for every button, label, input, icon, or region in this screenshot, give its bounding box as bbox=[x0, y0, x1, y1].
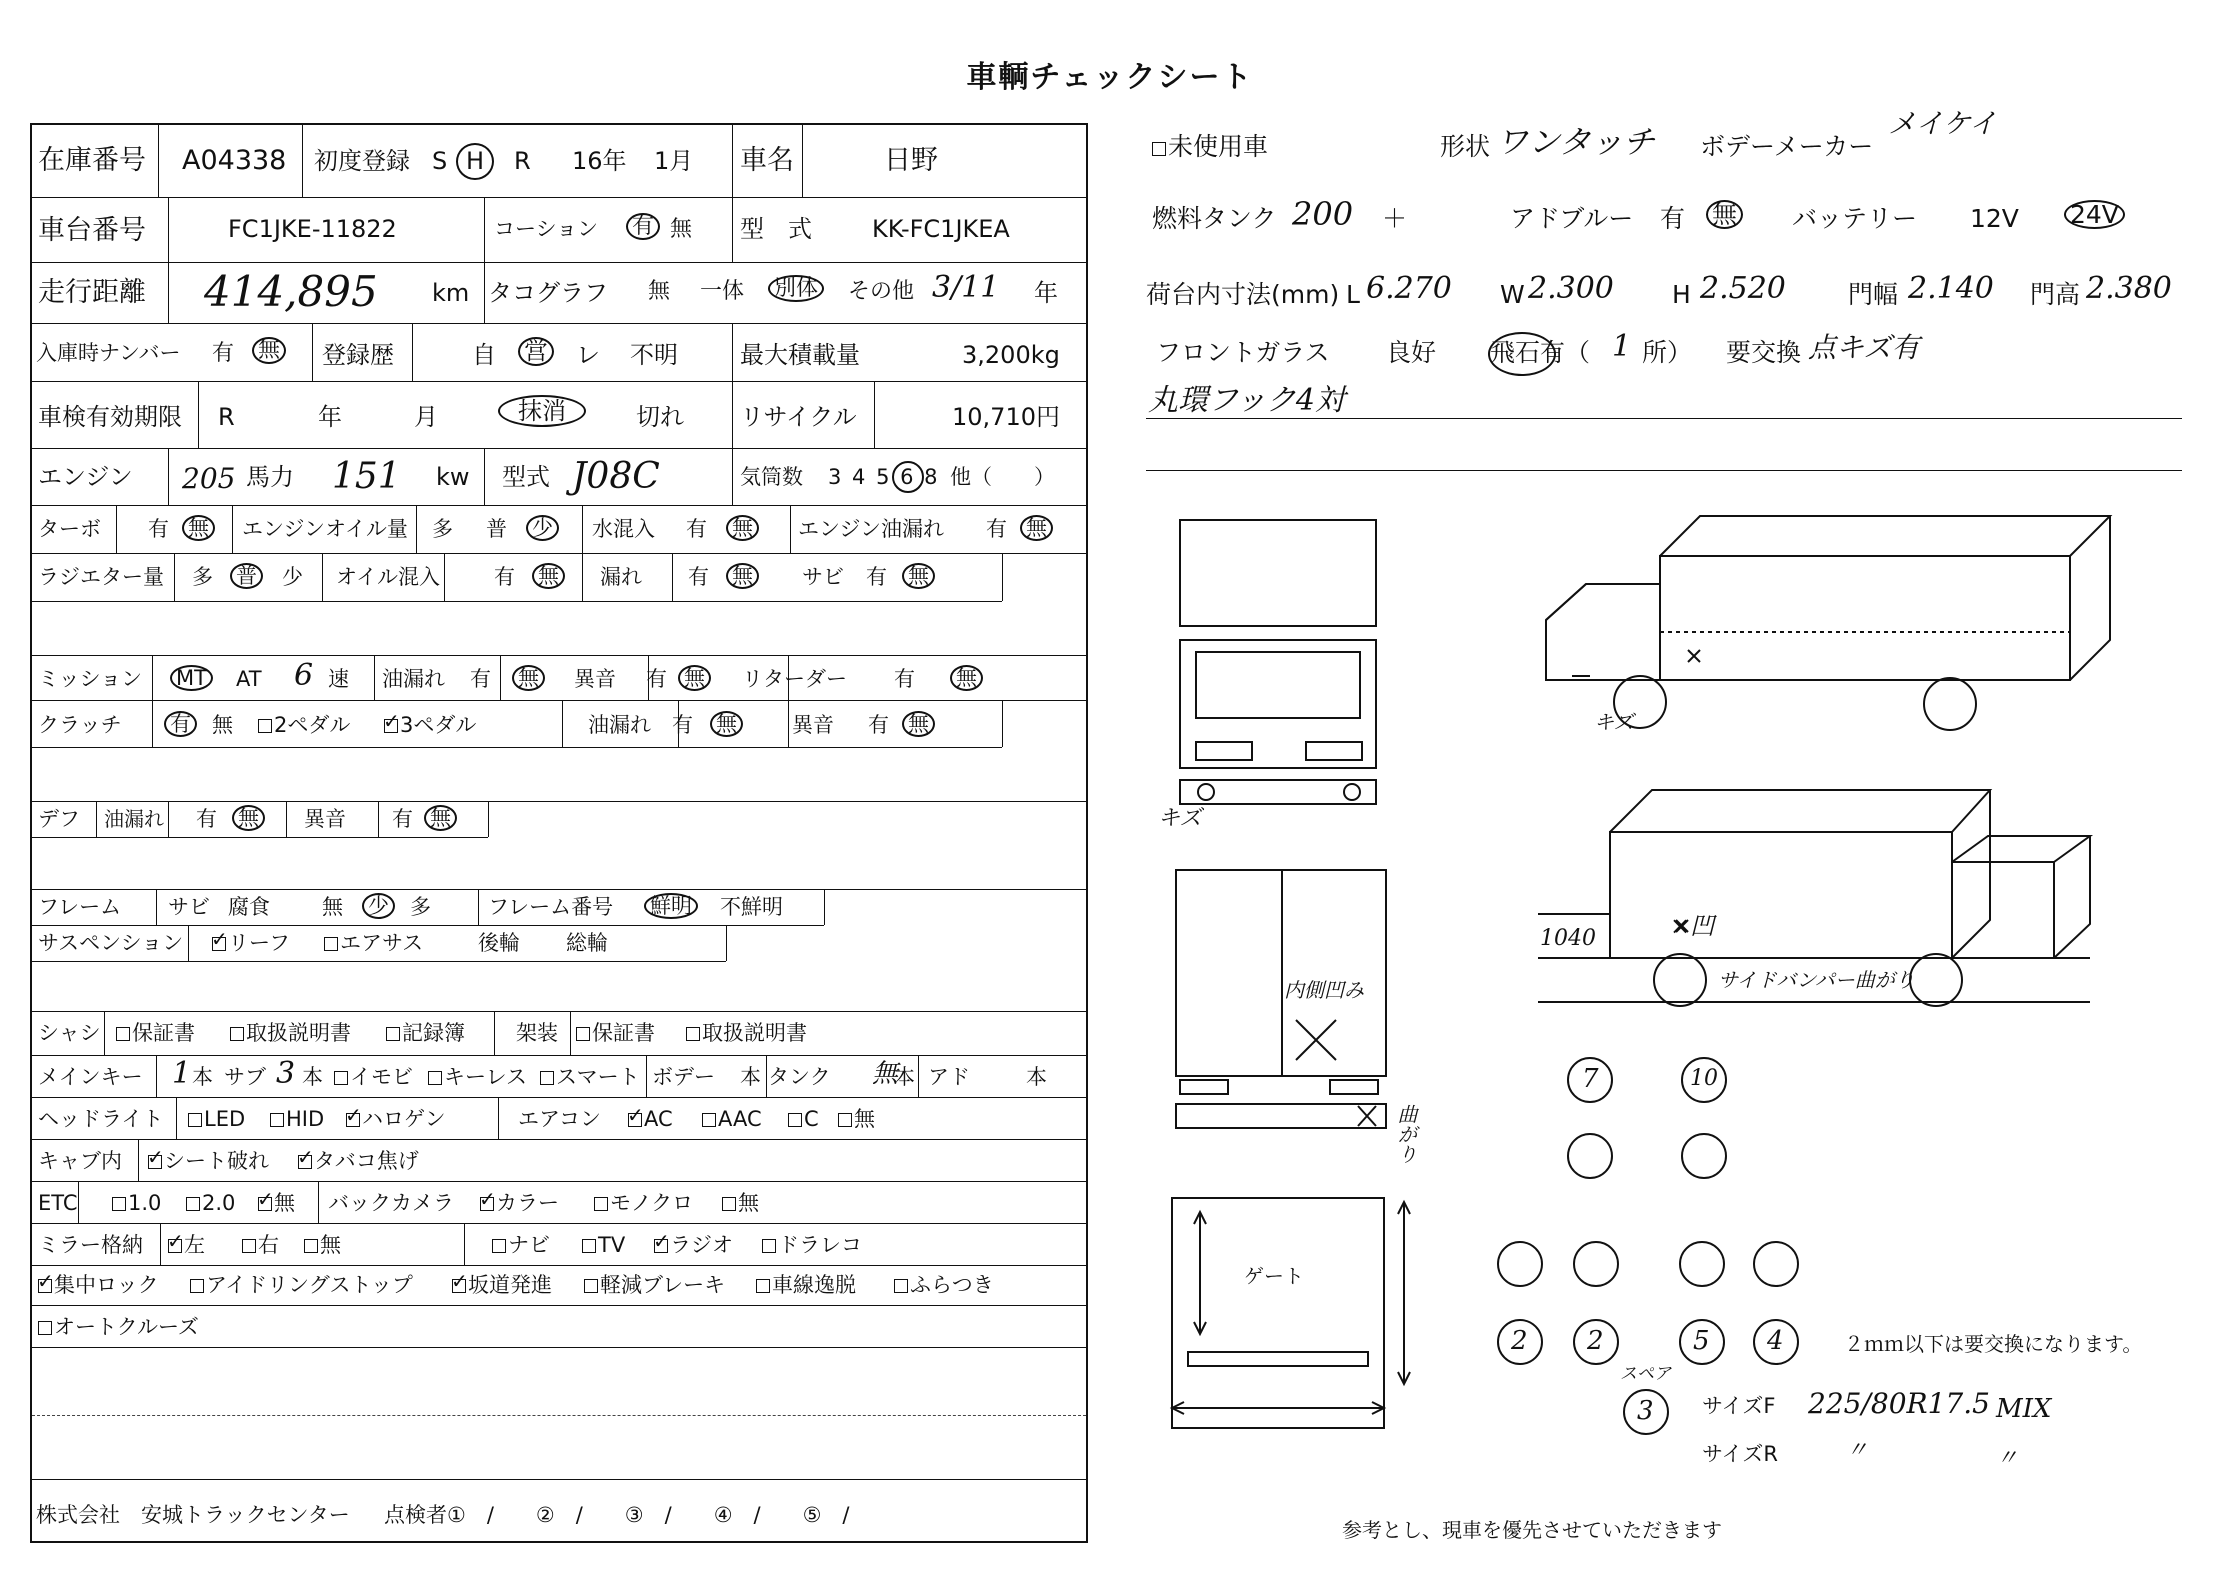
cargo-W-value: 2.300 bbox=[1528, 271, 1614, 306]
aircon-ac: ✓ AC bbox=[628, 1109, 673, 1130]
cylinder-options: 3 4 5 6 8 bbox=[828, 465, 940, 489]
mission-oil-leak-label: 油漏れ bbox=[382, 667, 445, 691]
mission-noise-no-circled: 無 bbox=[678, 665, 711, 691]
etc-label: ETC bbox=[38, 1191, 78, 1215]
model-value: KK-FC1JKEA bbox=[872, 215, 1010, 243]
rust-label: サビ bbox=[802, 565, 844, 589]
side2-rear-wheel bbox=[1654, 954, 1706, 1006]
inner-bend-note: 内側凹み bbox=[1284, 978, 1364, 1002]
tank-key-none: 無 bbox=[872, 1059, 899, 1089]
frame-corrosion: 腐食 bbox=[228, 895, 270, 919]
frame-number-unclear: 不鮮明 bbox=[720, 895, 783, 919]
tacho-year-label: 年 bbox=[1034, 279, 1058, 307]
cab-seat-torn: ✓ シート破れ bbox=[148, 1151, 269, 1172]
kw-label: kw bbox=[436, 463, 470, 491]
spare-tire-label: 3 bbox=[1637, 1396, 1654, 1426]
gate-width-value: 2.140 bbox=[1908, 271, 1994, 306]
reg-private: 自 bbox=[472, 341, 496, 369]
first-reg-month: 1月 bbox=[654, 147, 694, 175]
top-view-gate bbox=[1188, 1352, 1368, 1366]
mission-speed-label: 速 bbox=[328, 667, 349, 691]
mirror-right: 右 bbox=[242, 1235, 279, 1256]
tank-key-label: タンク bbox=[768, 1065, 831, 1089]
dorareco: ドラレコ bbox=[762, 1235, 862, 1256]
body-key-label: ボデー bbox=[652, 1065, 715, 1089]
tire-2b-label: 2 bbox=[1587, 1326, 1604, 1356]
backcam-mono: モノクロ bbox=[594, 1193, 693, 1214]
water-mix-label: 水混入 bbox=[592, 517, 655, 541]
footer-note: 参考とし、現車を優先させていただきます bbox=[1342, 1518, 1722, 1542]
idling-stop: アイドリングストップ bbox=[190, 1275, 413, 1296]
aircon-label: エアコン bbox=[518, 1107, 601, 1131]
frame-few-circled: 少 bbox=[362, 893, 395, 919]
aircon-none: 無 bbox=[838, 1109, 875, 1130]
clutch-yes-circled: 有 bbox=[164, 711, 197, 737]
windshield-chip-count: 1 bbox=[1612, 329, 1632, 364]
etc-1: 1.0 bbox=[112, 1193, 161, 1214]
front-view-bumper bbox=[1180, 780, 1376, 804]
diff-label: デフ bbox=[38, 807, 80, 831]
rear-view-x-mark bbox=[1296, 1020, 1336, 1060]
headlight-led: LED bbox=[188, 1109, 245, 1130]
etc-none: ✓ 無 bbox=[258, 1193, 295, 1214]
lane-departure: 車線逸脱 bbox=[756, 1275, 856, 1296]
front-view-lamp-left bbox=[1196, 742, 1252, 760]
mission-at: AT bbox=[236, 667, 262, 691]
body-warranty: 保証書 bbox=[576, 1023, 655, 1044]
hill-start: ✓ 坂道発進 bbox=[452, 1275, 552, 1296]
auto-cruise: オートクルーズ bbox=[38, 1317, 199, 1338]
reduce-brake: 軽減ブレーキ bbox=[584, 1275, 725, 1296]
footer-company: 株式会社 安城トラックセンター bbox=[36, 1503, 350, 1527]
front-scratch-note: キズ bbox=[1158, 806, 1202, 831]
mirror-none: 無 bbox=[304, 1235, 341, 1256]
tire-4-label: 4 bbox=[1767, 1326, 1784, 1356]
mission-oil-leak-no-circled: 無 bbox=[512, 665, 545, 691]
side1-body-end bbox=[2070, 516, 2110, 680]
ad-key-unit: 本 bbox=[1026, 1065, 1047, 1089]
water-yes: 有 bbox=[686, 517, 707, 541]
retarder-yes: 有 bbox=[894, 667, 915, 691]
smart-key: スマート bbox=[540, 1067, 640, 1088]
immobi: イモビ bbox=[334, 1067, 413, 1088]
ad-key-label: アド bbox=[928, 1065, 970, 1089]
tire-r1 bbox=[1498, 1242, 1542, 1286]
drowsy-detect: ふらつき bbox=[894, 1275, 994, 1296]
first-reg-label: 初度登録 bbox=[314, 147, 410, 175]
mission-oil-leak-yes: 有 bbox=[470, 667, 491, 691]
side2-body bbox=[1610, 832, 1952, 958]
inspection-era: R bbox=[218, 403, 235, 431]
side2-body-top bbox=[1610, 790, 1990, 832]
side1-body bbox=[1660, 556, 2070, 680]
fuel-plus: ＋ bbox=[1382, 204, 1408, 233]
size-front-brand: MIX bbox=[1996, 1394, 2052, 1424]
clutch-noise-yes: 有 bbox=[868, 713, 889, 737]
height-1040-note: 1040 bbox=[1540, 926, 1596, 951]
rust-no-circled: 無 bbox=[902, 563, 935, 589]
cargo-H-label: H bbox=[1672, 280, 1691, 309]
frame-number-clear-circled: 鮮明 bbox=[644, 893, 698, 919]
bumper-note: サイドバンパー曲がり bbox=[1718, 968, 1915, 992]
diff-oil-leak-yes: 有 bbox=[196, 807, 217, 831]
windshield-good: 良好 bbox=[1386, 338, 1437, 367]
gate-height-label: 門高 bbox=[2030, 280, 2081, 309]
model-label: 型 式 bbox=[740, 215, 812, 243]
leak-label: 漏れ bbox=[600, 565, 642, 589]
unused-car: 未使用車 bbox=[1152, 134, 1268, 159]
tacho-date: 3/11 bbox=[932, 270, 1000, 305]
side1-body-top bbox=[1660, 516, 2110, 556]
mission-speeds: 6 bbox=[294, 658, 314, 693]
headlight-halogen: ✓ ハロゲン bbox=[346, 1109, 446, 1130]
reg-unknown: 不明 bbox=[630, 341, 678, 369]
gate-width-label: 門幅 bbox=[1848, 280, 1899, 309]
engine-model-label: 型式 bbox=[502, 463, 550, 491]
side2-cab-top bbox=[1952, 836, 2090, 862]
car-name-label: 車名 bbox=[740, 145, 794, 176]
cab-cig-burn: ✓ タバコ焦げ bbox=[298, 1151, 419, 1172]
body-docs-label: 架装 bbox=[516, 1021, 558, 1045]
engine-oil-leak-no-circled: 無 bbox=[1020, 515, 1053, 541]
reg-history-label: 登録歴 bbox=[322, 341, 394, 369]
reg-commercial-circled: 営 bbox=[518, 337, 554, 366]
plate-label: 入庫時ナンバー bbox=[36, 341, 181, 365]
cylinder-other: 他（ ） bbox=[950, 465, 1055, 489]
car-name: 日野 bbox=[884, 145, 938, 176]
diff-noise-no-circled: 無 bbox=[424, 805, 457, 831]
suspension-rear: 後輪 bbox=[478, 931, 520, 955]
era-h-circled: H bbox=[456, 143, 494, 180]
inspection-label: 車検有効期限 bbox=[38, 403, 182, 431]
clutch-oil-leak-no-circled: 無 bbox=[710, 711, 743, 737]
body-manual: 取扱説明書 bbox=[686, 1023, 807, 1044]
side2-cab-end bbox=[2054, 836, 2090, 958]
tacho-none: 無 bbox=[648, 279, 671, 304]
windshield-label: フロントガラス bbox=[1156, 338, 1330, 367]
chassis-record: 記録簿 bbox=[386, 1023, 465, 1044]
radio: ✓ ラジオ bbox=[654, 1235, 733, 1256]
cab-label: キャブ内 bbox=[38, 1149, 122, 1173]
size-front-label: サイズF bbox=[1702, 1394, 1776, 1418]
headlight-label: ヘッドライト bbox=[38, 1107, 164, 1131]
sub-key-label: サブ bbox=[224, 1065, 266, 1089]
clutch-oil-leak-label: 油漏れ bbox=[588, 713, 651, 737]
max-load-value: 3,200kg bbox=[962, 341, 1060, 369]
side1-x-mark bbox=[1688, 650, 1700, 662]
key-unit: 本 bbox=[192, 1065, 213, 1089]
suspension-label: サスペンション bbox=[38, 931, 184, 955]
coating-yes-circled: 有 bbox=[626, 213, 660, 240]
mileage-label: 走行距離 bbox=[38, 277, 146, 308]
radiator-many: 多 bbox=[192, 565, 213, 589]
cargo-L-label: L bbox=[1346, 280, 1360, 309]
headlight-hid: HID bbox=[270, 1109, 324, 1130]
mirror-left: ✓ 左 bbox=[168, 1235, 205, 1256]
expired: 切れ bbox=[636, 403, 684, 431]
body-maker-label: ボデーメーカー bbox=[1700, 132, 1874, 161]
engine-oil-leak-yes: 有 bbox=[986, 517, 1007, 541]
inspection-year: 年 bbox=[318, 403, 342, 431]
frame-many: 多 bbox=[410, 895, 431, 919]
side1-rear-wheel bbox=[1924, 678, 1976, 730]
stock-label: 在庫番号 bbox=[38, 145, 146, 176]
era-r: R bbox=[514, 147, 531, 175]
tire-front-left bbox=[1568, 1134, 1612, 1178]
radiator-few: 少 bbox=[282, 565, 303, 589]
horsepower-value: 205 bbox=[182, 462, 236, 495]
turbo-no-circled: 無 bbox=[182, 515, 215, 541]
cargo-label: 荷台内寸法(mm) bbox=[1146, 280, 1340, 309]
cylinder-label: 気筒数 bbox=[740, 465, 803, 489]
tire-r3 bbox=[1680, 1242, 1724, 1286]
size-rear-label: サイズR bbox=[1702, 1442, 1778, 1466]
size-rear-ditto-2: 〃 bbox=[1996, 1446, 2019, 1471]
engine-model-value: J08C bbox=[572, 456, 660, 497]
mission-noise-yes: 有 bbox=[646, 667, 667, 691]
side-scratch-note: キズ bbox=[1594, 710, 1634, 734]
coating-label: コーション bbox=[494, 217, 599, 241]
navi: ナビ bbox=[492, 1235, 550, 1256]
shape-value: ワンタッチ bbox=[1496, 123, 1655, 161]
battery-label: バッテリー bbox=[1792, 204, 1918, 233]
plate-yes: 有 bbox=[212, 341, 235, 366]
suspension-all: 総輪 bbox=[566, 931, 608, 955]
footer-inspectors: 点検者① / ② / ③ / ④ / ⑤ / bbox=[384, 1503, 850, 1527]
aircon-c: C bbox=[788, 1109, 819, 1130]
tire-r4 bbox=[1754, 1242, 1798, 1286]
backcam-none: 無 bbox=[722, 1193, 759, 1214]
front-view-lamp-right bbox=[1306, 742, 1362, 760]
rear-view-bumper bbox=[1176, 1104, 1386, 1128]
aircon-aac: AAC bbox=[702, 1109, 762, 1130]
oil-amount-normal: 普 bbox=[486, 517, 507, 541]
tire-2a-label: 2 bbox=[1511, 1326, 1528, 1356]
battery-24v-circled: 24V bbox=[2064, 200, 2125, 229]
engine-oil-leak-label: エンジン油漏れ bbox=[798, 517, 944, 541]
tank-key-unit: 本 bbox=[894, 1065, 915, 1089]
tacho-integrated: 一体 bbox=[700, 279, 745, 304]
battery-12v: 12V bbox=[1970, 204, 2019, 233]
front-wheel-left bbox=[1198, 784, 1214, 800]
windshield-chip-unit: 所） bbox=[1642, 338, 1693, 367]
size-front-value: 225/80R17.5 bbox=[1808, 1387, 1990, 1420]
km-unit: km bbox=[432, 279, 470, 307]
retarder-no-circled: 無 bbox=[950, 665, 983, 691]
side1-cab bbox=[1546, 584, 1660, 680]
frame-label: フレーム bbox=[38, 895, 122, 919]
recycle-value: 10,710円 bbox=[952, 403, 1060, 431]
turbo-label: ターボ bbox=[38, 517, 101, 541]
cargo-W-label: W bbox=[1500, 280, 1525, 309]
oil-mix-no-circled: 無 bbox=[532, 563, 565, 589]
tire-r2 bbox=[1574, 1242, 1618, 1286]
frame-number-label: フレーム番号 bbox=[488, 895, 614, 919]
clutch-noise-no-circled: 無 bbox=[902, 711, 935, 737]
oil-amount-few-circled: 少 bbox=[526, 515, 559, 541]
max-load-label: 最大積載量 bbox=[740, 341, 860, 369]
tire-note: ２ｍｍ以下は要交換になります。 bbox=[1844, 1332, 2143, 1356]
spare-label: スペア bbox=[1620, 1364, 1671, 1384]
clutch-3pedal: ✓ 3ペダル bbox=[384, 715, 476, 736]
oil-amount-label: エンジンオイル量 bbox=[242, 517, 408, 541]
etc-2: 2.0 bbox=[186, 1193, 235, 1214]
reg-rental: レ bbox=[576, 341, 600, 369]
recycle-label: リサイクル bbox=[740, 403, 857, 431]
windshield-replace-note: 点キズ有 bbox=[1808, 331, 1920, 364]
chassis-docs-label: シャシ bbox=[38, 1021, 101, 1045]
chassis-warranty: 保証書 bbox=[116, 1023, 195, 1044]
body-maker-value: メイケイ bbox=[1888, 107, 1997, 140]
clutch-2pedal: 2ペダル bbox=[258, 715, 350, 736]
mileage-value: 414,895 bbox=[204, 267, 378, 316]
front-wheel-right bbox=[1344, 784, 1360, 800]
front-view-windshield bbox=[1196, 652, 1360, 718]
tire-7-label: 7 bbox=[1582, 1064, 1599, 1094]
oil-mix-yes: 有 bbox=[494, 565, 515, 589]
cargo-H-value: 2.520 bbox=[1700, 271, 1786, 306]
suspension-leaf: ✓ リーフ bbox=[212, 933, 290, 954]
key-count: 1 bbox=[172, 1056, 192, 1091]
rear-view-bumper-x bbox=[1358, 1106, 1376, 1126]
rear-view-lamp-left bbox=[1180, 1080, 1228, 1094]
adblue-no-circled: 無 bbox=[1706, 200, 1743, 229]
adblue-yes: 有 bbox=[1660, 204, 1686, 233]
side2-body-end bbox=[1952, 790, 1990, 958]
diff-oil-leak-no-circled: 無 bbox=[232, 805, 265, 831]
backcam-label: バックカメラ bbox=[328, 1191, 454, 1215]
side1-cab-top bbox=[1546, 584, 1586, 620]
tacho-label: タコグラフ bbox=[488, 279, 608, 307]
gate-label: ゲート bbox=[1244, 1264, 1304, 1288]
tire-front-right bbox=[1682, 1134, 1726, 1178]
sub-key-unit: 本 bbox=[302, 1065, 323, 1089]
top-view-box bbox=[1172, 1198, 1384, 1428]
key-label: メインキー bbox=[38, 1065, 143, 1089]
fuel-label: 燃料タンク bbox=[1152, 204, 1277, 233]
leak-no-circled: 無 bbox=[726, 563, 759, 589]
tacho-other: その他 bbox=[848, 279, 915, 304]
horsepower-label: 馬力 bbox=[246, 463, 294, 491]
first-reg-year: 16年 bbox=[572, 147, 627, 175]
kw-value: 151 bbox=[332, 456, 401, 497]
mission-label: ミッション bbox=[38, 667, 143, 691]
plate-no-circled: 無 bbox=[252, 337, 286, 364]
frame-rust: サビ bbox=[168, 895, 210, 919]
coating-no: 無 bbox=[670, 217, 693, 242]
mirror-label: ミラー格納 bbox=[38, 1233, 143, 1257]
turbo-yes: 有 bbox=[148, 517, 169, 541]
mission-mt-circled: MT bbox=[170, 665, 213, 691]
shape-label: 形状 bbox=[1440, 132, 1491, 161]
front-view-box bbox=[1180, 520, 1376, 626]
suspension-air: エアサス bbox=[324, 933, 423, 954]
rust-yes: 有 bbox=[866, 565, 887, 589]
page-title: 車輌チェックシート bbox=[966, 60, 1254, 95]
rear-bend-note: 曲がり bbox=[1394, 1104, 1418, 1164]
gate-height-value: 2.380 bbox=[2086, 271, 2172, 306]
fuel-value: 200 bbox=[1292, 195, 1354, 233]
windshield-chip-label: 飛石有（ bbox=[1490, 338, 1591, 367]
chassis-number: FC1JKE-11822 bbox=[228, 215, 397, 243]
sub-key-count: 3 bbox=[276, 1056, 296, 1091]
backcam-color: ✓ カラー bbox=[480, 1193, 559, 1214]
chassis-label: 車台番号 bbox=[38, 215, 146, 246]
oil-mix-label: オイル混入 bbox=[336, 565, 440, 589]
central-lock: ✓集中ロック bbox=[38, 1275, 159, 1296]
cancelled-circled: 抹消 bbox=[498, 395, 586, 427]
clutch-label: クラッチ bbox=[38, 713, 122, 737]
tire-10-label: 10 bbox=[1690, 1066, 1718, 1091]
water-no-circled: 無 bbox=[726, 515, 759, 541]
size-rear-ditto-1: 〃 bbox=[1846, 1438, 1869, 1463]
cargo-L-value: 6.270 bbox=[1366, 271, 1452, 306]
windshield-replace-label: 要交換 bbox=[1726, 338, 1802, 367]
radiator-normal-circled: 普 bbox=[230, 563, 263, 589]
keyless: キーレス bbox=[428, 1067, 527, 1088]
side2-front-wheel bbox=[1910, 954, 1962, 1006]
front-view-cab bbox=[1180, 640, 1376, 768]
tv: TV bbox=[582, 1235, 625, 1256]
tire-5-label: 5 bbox=[1693, 1326, 1710, 1356]
mission-noise-label: 異音 bbox=[574, 667, 616, 691]
diff-noise-yes: 有 bbox=[392, 807, 413, 831]
handwritten-note: 丸環フック4対 bbox=[1148, 383, 1345, 418]
rear-view-lamp-right bbox=[1330, 1080, 1378, 1094]
retarder-label: リターダー bbox=[742, 667, 847, 691]
era-s: S bbox=[432, 147, 448, 175]
radiator-label: ラジエター量 bbox=[38, 565, 164, 589]
leak-yes: 有 bbox=[688, 565, 709, 589]
diff-oil-leak-label: 油漏れ bbox=[104, 807, 164, 831]
body-key-unit: 本 bbox=[740, 1065, 761, 1089]
dent-note: ×凹 bbox=[1670, 912, 1715, 940]
frame-none: 無 bbox=[322, 895, 343, 919]
engine-label: エンジン bbox=[38, 463, 133, 491]
adblue-label: アドブルー bbox=[1510, 204, 1634, 233]
clutch-no: 無 bbox=[212, 713, 233, 737]
chassis-manual: 取扱説明書 bbox=[230, 1023, 351, 1044]
clutch-oil-leak-yes: 有 bbox=[672, 713, 693, 737]
oil-amount-many: 多 bbox=[432, 517, 453, 541]
clutch-noise-label: 異音 bbox=[792, 713, 834, 737]
diff-noise-label: 異音 bbox=[304, 807, 346, 831]
stock-number: A04338 bbox=[182, 145, 287, 176]
tacho-separate-circled: 別体 bbox=[768, 275, 824, 302]
inspection-month: 月 bbox=[414, 403, 438, 431]
